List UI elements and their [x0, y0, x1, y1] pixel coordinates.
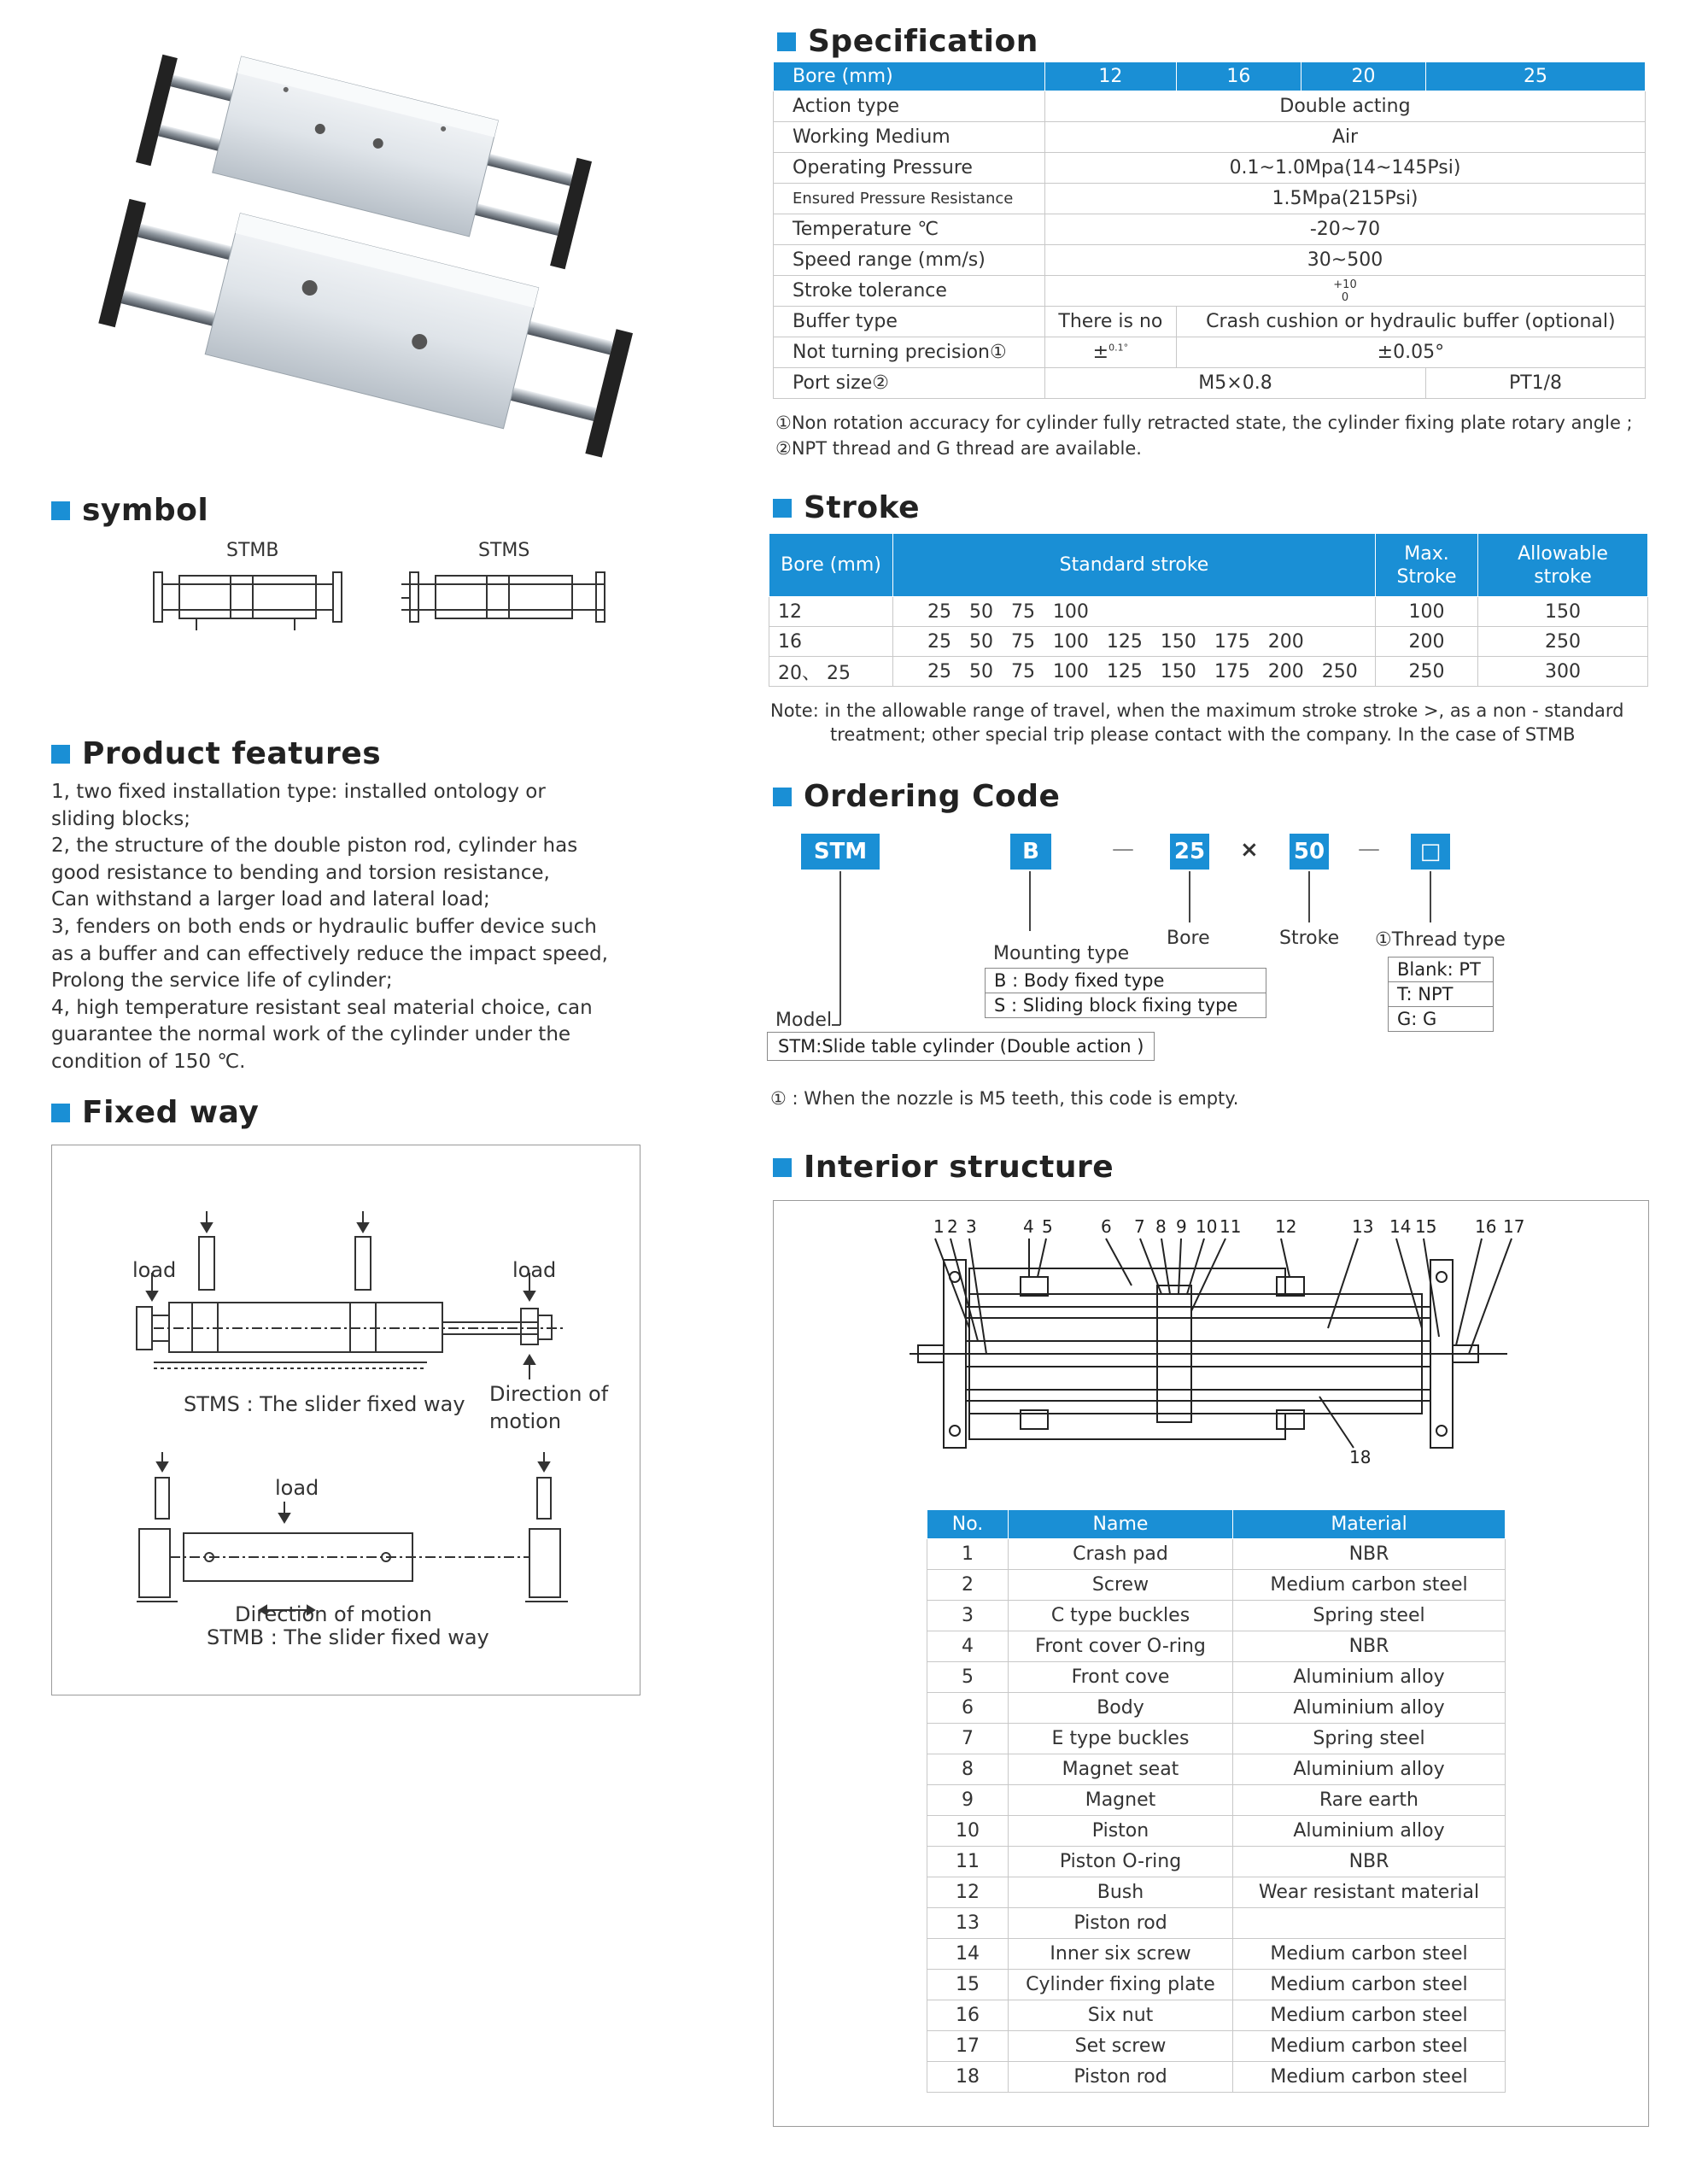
- motion-label: motion: [489, 1409, 562, 1433]
- part-no: 10: [927, 1816, 1009, 1847]
- thread-code-box: □: [1411, 834, 1450, 870]
- mount-code-box: B: [1010, 834, 1051, 870]
- heading-square-icon: [773, 788, 792, 806]
- heading-square-icon: [777, 32, 796, 51]
- part-material: Rare earth: [1233, 1785, 1506, 1816]
- spec-label: Temperature ℃: [774, 214, 1045, 245]
- spec-value: [1045, 337, 1177, 368]
- part-name: Inner six screw: [1009, 1939, 1233, 1970]
- part-material: Aluminium alloy: [1233, 1693, 1506, 1724]
- part-number: 6: [1101, 1216, 1112, 1237]
- feature-line: Prolong the service life of cylinder;: [51, 969, 393, 993]
- parts-header-row: [927, 1510, 1506, 1539]
- part-material: Medium carbon steel: [1233, 1970, 1506, 2000]
- part-name: Screw: [1009, 1570, 1233, 1601]
- symbol-heading: symbol: [51, 493, 208, 528]
- tolerance-lower: 0: [1341, 290, 1349, 304]
- stroke-header-cell: Bore (mm): [769, 534, 893, 597]
- part-name: Cylinder fixing plate: [1009, 1970, 1233, 2000]
- symbol-stms-label: STMS: [478, 540, 530, 561]
- stroke-row: [769, 627, 1648, 657]
- parts-row: [927, 1970, 1506, 2000]
- bore-code-box: 25: [1170, 834, 1209, 870]
- symbol-diagrams: [145, 564, 623, 632]
- spec-row: [774, 153, 1646, 184]
- load-label: load: [132, 1258, 177, 1282]
- part-name: Magnet: [1009, 1785, 1233, 1816]
- spec-value: 1.5Mpa(215Psi): [1045, 184, 1646, 214]
- specification-heading: Specification: [777, 24, 1038, 59]
- part-material: Medium carbon steel: [1233, 2031, 1506, 2062]
- spec-row: [774, 276, 1646, 307]
- part-number: 2: [947, 1216, 958, 1237]
- part-no: 16: [927, 2000, 1009, 2031]
- part-name: Front cove: [1009, 1662, 1233, 1693]
- part-material: [1233, 1908, 1506, 1939]
- part-name: Piston O-ring: [1009, 1847, 1233, 1877]
- part-no: 1: [927, 1539, 1009, 1570]
- part-name: Magnet seat: [1009, 1754, 1233, 1785]
- parts-row: [927, 1693, 1506, 1724]
- spec-header-cell: 12: [1045, 62, 1177, 91]
- feature-line: 3, fenders on both ends or hydraulic buffer device such: [51, 915, 597, 938]
- specification-table: [773, 61, 1646, 399]
- part-no: 3: [927, 1601, 1009, 1631]
- stroke-bore: 16: [769, 627, 893, 657]
- part-material: Aluminium alloy: [1233, 1662, 1506, 1693]
- spec-label: Operating Pressure: [774, 153, 1045, 184]
- spec-row: [774, 184, 1646, 214]
- part-no: 8: [927, 1754, 1009, 1785]
- model-desc-table: [767, 1032, 1155, 1061]
- fixed-way-heading: Fixed way: [51, 1095, 259, 1130]
- part-number: 14: [1389, 1216, 1412, 1237]
- tolerance-upper: +10: [1333, 278, 1357, 291]
- mounting-options-table: [985, 968, 1266, 1018]
- stroke-label: Stroke: [1279, 928, 1340, 949]
- stroke-note-line: Note: in the allowable range of travel, when the maximum stroke stroke >, as a non - standard: [770, 700, 1624, 721]
- part-name: Piston: [1009, 1816, 1233, 1847]
- spec-value: [1045, 276, 1646, 307]
- part-no: 5: [927, 1662, 1009, 1693]
- part-number: 8: [1155, 1216, 1167, 1237]
- part-name: Piston rod: [1009, 2062, 1233, 2093]
- spec-value: 30~500: [1045, 245, 1646, 276]
- spec-label: Buffer type: [774, 307, 1045, 337]
- part-material: NBR: [1233, 1631, 1506, 1662]
- product-photo: [94, 51, 692, 461]
- part-number: 4: [1023, 1216, 1034, 1237]
- parts-header-cell: Material: [1233, 1510, 1506, 1539]
- parts-row: [927, 1816, 1506, 1847]
- parts-row: [927, 1539, 1506, 1570]
- spec-value: -20~70: [1045, 214, 1646, 245]
- part-name: Body: [1009, 1693, 1233, 1724]
- stroke-header-cell: Max. Stroke: [1376, 534, 1478, 597]
- stroke-table: [769, 533, 1648, 687]
- spec-header-cell: Bore (mm): [774, 62, 1045, 91]
- part-material: NBR: [1233, 1847, 1506, 1877]
- part-name: C type buckles: [1009, 1601, 1233, 1631]
- stroke-max: 250: [1376, 657, 1478, 687]
- stroke-note-line: treatment; other special trip please contact with the company. In the case of STMB: [830, 724, 1576, 745]
- part-no: 7: [927, 1724, 1009, 1754]
- spec-value: ±0.05°: [1176, 337, 1645, 368]
- spec-row: [774, 337, 1646, 368]
- part-material: Medium carbon steel: [1233, 1570, 1506, 1601]
- part-no: 11: [927, 1847, 1009, 1877]
- ordering-code-heading: Ordering Code: [773, 779, 1060, 814]
- model-description: STM:Slide table cylinder (Double action ): [768, 1033, 1155, 1061]
- parts-row: [927, 1662, 1506, 1693]
- part-material: Medium carbon steel: [1233, 2062, 1506, 2093]
- part-no: 17: [927, 2031, 1009, 2062]
- parts-row: [927, 1754, 1506, 1785]
- part-no: 6: [927, 1693, 1009, 1724]
- heading-square-icon: [773, 499, 792, 518]
- part-material: Medium carbon steel: [1233, 1939, 1506, 1970]
- mounting-option: S : Sliding block fixing type: [986, 993, 1266, 1018]
- part-material: Medium carbon steel: [1233, 2000, 1506, 2031]
- feature-line: as a buffer and can effectively reduce the impact speed,: [51, 942, 608, 965]
- part-name: Set screw: [1009, 2031, 1233, 2062]
- stroke-allowable: 150: [1478, 597, 1648, 627]
- spec-row: [774, 368, 1646, 399]
- part-material: NBR: [1233, 1539, 1506, 1570]
- parts-header-cell: Name: [1009, 1510, 1233, 1539]
- part-no: 13: [927, 1908, 1009, 1939]
- spec-note-line: ①Non rotation accuracy for cylinder fully retracted state, the cylinder fixing plate rotary angle ;: [775, 413, 1633, 433]
- feature-line: condition of 150 ℃.: [51, 1050, 246, 1073]
- part-material: Spring steel: [1233, 1724, 1506, 1754]
- mounting-option: B : Body fixed type: [986, 969, 1266, 993]
- heading-square-icon: [51, 501, 70, 520]
- parts-header-cell: No.: [927, 1510, 1009, 1539]
- spec-label: Action type: [774, 91, 1045, 122]
- spec-label: Not turning precision①: [774, 337, 1045, 368]
- part-number: 13: [1352, 1216, 1374, 1237]
- spec-row: [774, 307, 1646, 337]
- part-no: 12: [927, 1877, 1009, 1908]
- feature-line: Can withstand a larger load and lateral load;: [51, 888, 490, 911]
- part-number: 1: [933, 1216, 945, 1237]
- spec-header-cell: 25: [1426, 62, 1646, 91]
- heading-square-icon: [51, 1104, 70, 1122]
- stms-caption: STMS : The slider fixed way: [184, 1392, 465, 1416]
- stroke-standard: 25 50 75 100 125 150 175 200: [893, 627, 1376, 657]
- times-separator: ×: [1240, 837, 1259, 863]
- spec-notes: [775, 410, 1633, 461]
- part-material: Aluminium alloy: [1233, 1816, 1506, 1847]
- feature-line: 2, the structure of the double piston rod, cylinder has: [51, 835, 578, 858]
- part-no: 4: [927, 1631, 1009, 1662]
- part-name: Bush: [1009, 1877, 1233, 1908]
- stroke-standard: 25 50 75 100 125 150 175 200 250: [893, 657, 1376, 687]
- feature-line: guarantee the normal work of the cylinder under the: [51, 1023, 571, 1046]
- part-number: 15: [1415, 1216, 1437, 1237]
- spec-header-row: [774, 62, 1646, 91]
- mounting-type-label: Mounting type: [993, 943, 1130, 964]
- spec-value: There is no: [1045, 307, 1177, 337]
- part-name: Six nut: [1009, 2000, 1233, 2031]
- parts-row: [927, 1601, 1506, 1631]
- part-number: 7: [1134, 1216, 1145, 1237]
- feature-line: 1, two fixed installation type: installed ontology or: [51, 781, 546, 803]
- spec-value: M5×0.8: [1045, 368, 1426, 399]
- parts-row: [927, 1631, 1506, 1662]
- part-number: 12: [1275, 1216, 1297, 1237]
- stroke-row: [769, 657, 1648, 687]
- interior-structure-heading: Interior structure: [773, 1150, 1114, 1185]
- part-number: 17: [1503, 1216, 1525, 1237]
- load-label: load: [275, 1476, 319, 1500]
- spec-label: Ensured Pressure Resistance: [774, 184, 1045, 214]
- stroke-row: [769, 597, 1648, 627]
- parts-row: [927, 1724, 1506, 1754]
- spec-row: [774, 245, 1646, 276]
- spec-label: Port size②: [774, 368, 1045, 399]
- spec-value: PT1/8: [1426, 368, 1646, 399]
- model-label: Model: [775, 1010, 833, 1031]
- stroke-heading: Stroke: [773, 490, 920, 525]
- thread-option: G: G: [1389, 1007, 1494, 1032]
- stroke-standard: 25 50 75 100: [893, 597, 1376, 627]
- parts-row: [927, 2062, 1506, 2093]
- stroke-max: 200: [1376, 627, 1478, 657]
- stroke-header-cell: Allowable stroke: [1478, 534, 1648, 597]
- pm-sign: ±: [1092, 342, 1109, 363]
- stroke-bore: 20、 25: [769, 657, 893, 687]
- part-number: 16: [1475, 1216, 1497, 1237]
- feature-line: 4, high temperature resistant seal material choice, can: [51, 996, 593, 1019]
- part-number: 3: [966, 1216, 977, 1237]
- part-number: 11: [1220, 1216, 1242, 1237]
- parts-row: [927, 1877, 1506, 1908]
- bore-label: Bore: [1167, 928, 1210, 949]
- part-no: 2: [927, 1570, 1009, 1601]
- heading-square-icon: [773, 1158, 792, 1177]
- load-label: load: [512, 1258, 557, 1282]
- spec-label: Stroke tolerance: [774, 276, 1045, 307]
- ordering-note: ① : When the nozzle is M5 teeth, this code is empty.: [770, 1088, 1239, 1109]
- precision-sup: 0.1°: [1108, 342, 1129, 354]
- parts-row: [927, 2000, 1506, 2031]
- heading-square-icon: [51, 745, 70, 764]
- parts-row: [927, 1847, 1506, 1877]
- stmb-caption: STMB : The slider fixed way: [207, 1625, 489, 1649]
- parts-row: [927, 1570, 1506, 1601]
- part-name: E type buckles: [1009, 1724, 1233, 1754]
- part-name: Crash pad: [1009, 1539, 1233, 1570]
- parts-row: [927, 2031, 1506, 2062]
- spec-value: 0.1~1.0Mpa(14~145Psi): [1045, 153, 1646, 184]
- parts-row: [927, 1939, 1506, 1970]
- dash-separator: —: [1358, 836, 1380, 862]
- thread-options-table: [1388, 957, 1494, 1032]
- spec-note-line: ②NPT thread and G thread are available.: [775, 438, 1142, 459]
- spec-row: [774, 214, 1646, 245]
- stroke-allowable: 250: [1478, 627, 1648, 657]
- fixed-way-drawing: [51, 1145, 640, 1695]
- part-material: Aluminium alloy: [1233, 1754, 1506, 1785]
- spec-value: Crash cushion or hydraulic buffer (optional): [1176, 307, 1645, 337]
- spec-row: [774, 91, 1646, 122]
- symbol-stmb-label: STMB: [226, 540, 279, 561]
- interior-drawing: [773, 1200, 1649, 1508]
- stroke-header-row: [769, 534, 1648, 597]
- stroke-allowable: 300: [1478, 657, 1648, 687]
- thread-option: T: NPT: [1389, 982, 1494, 1007]
- part-no: 15: [927, 1970, 1009, 2000]
- stroke-header-cell: Standard stroke: [893, 534, 1376, 597]
- parts-table: [927, 1509, 1506, 2093]
- features-text: [51, 779, 615, 1076]
- part-name: Piston rod: [1009, 1908, 1233, 1939]
- direction-full-label: Direction of motion: [235, 1602, 432, 1626]
- spec-label: Speed range (mm/s): [774, 245, 1045, 276]
- stroke-max: 100: [1376, 597, 1478, 627]
- spec-header-cell: 20: [1301, 62, 1425, 91]
- spec-row: [774, 122, 1646, 153]
- feature-line: good resistance to bending and torsion resistance,: [51, 861, 550, 884]
- part-no: 18: [927, 2062, 1009, 2093]
- part-no: 9: [927, 1785, 1009, 1816]
- part-number: 10: [1196, 1216, 1218, 1237]
- dash-separator: —: [1112, 836, 1134, 862]
- stroke-code-box: 50: [1290, 834, 1329, 870]
- model-code-box: STM: [801, 834, 880, 870]
- thread-type-label: ①Thread type: [1375, 929, 1506, 951]
- part-name: Front cover O-ring: [1009, 1631, 1233, 1662]
- spec-value: Double acting: [1045, 91, 1646, 122]
- part-number: 18: [1349, 1447, 1372, 1467]
- part-number: 9: [1176, 1216, 1187, 1237]
- features-heading: Product features: [51, 736, 381, 771]
- parts-row: [927, 1785, 1506, 1816]
- spec-label: Working Medium: [774, 122, 1045, 153]
- part-no: 14: [927, 1939, 1009, 1970]
- parts-row: [927, 1908, 1506, 1939]
- part-material: Spring steel: [1233, 1601, 1506, 1631]
- direction-label: Direction of: [489, 1382, 609, 1406]
- spec-value: Air: [1045, 122, 1646, 153]
- thread-option: Blank: PT: [1389, 958, 1494, 982]
- stroke-note: [770, 699, 1623, 747]
- part-material: Wear resistant material: [1233, 1877, 1506, 1908]
- spec-header-cell: 16: [1176, 62, 1301, 91]
- part-number: 5: [1042, 1216, 1053, 1237]
- stroke-bore: 12: [769, 597, 893, 627]
- feature-line: sliding blocks;: [51, 807, 190, 830]
